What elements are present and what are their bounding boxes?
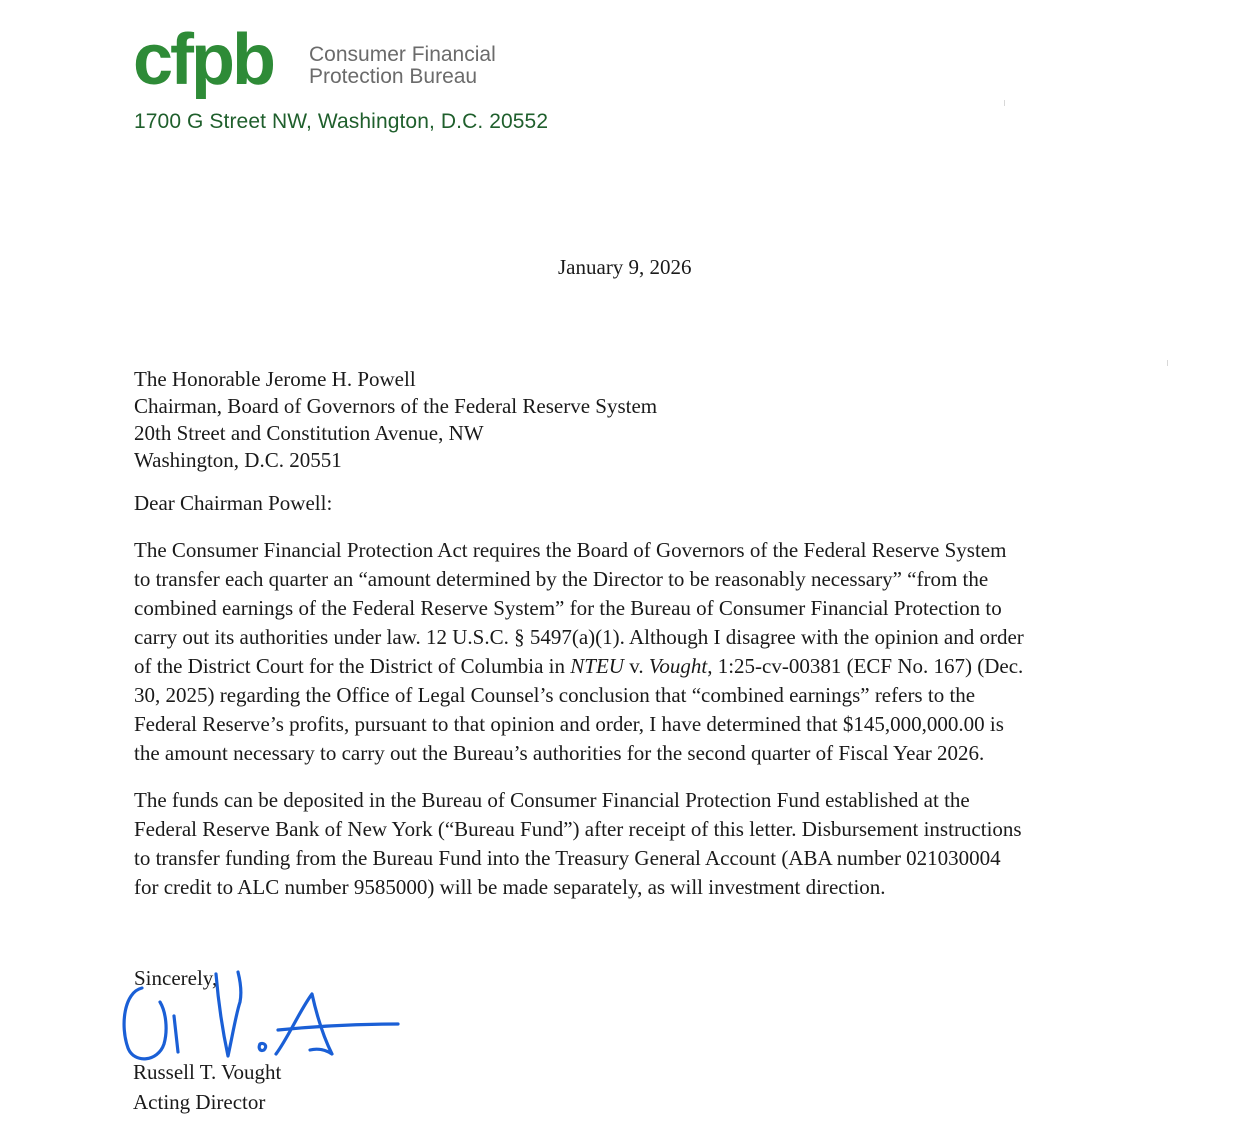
agency-name-line1: Consumer Financial [309,43,496,66]
paragraph-line: The funds can be deposited in the Bureau of Consumer Financial Protection Fund established at the [134,788,970,812]
handwritten-signature [118,968,408,1068]
recipient-title: Chairman, Board of Governors of the Federal Reserve System [134,394,658,418]
paragraph-line: the amount necessary to carry out the Bureau’s authorities for the second quarter of Fiscal Year 2026. [134,741,985,765]
body-paragraph-1 [134,536,1134,768]
paragraph-line: combined earnings of the Federal Reserve System” for the Bureau of Consumer Financial Protection to [134,596,1002,620]
recipient-address-block [134,366,657,474]
text-segment: , 1:25-cv-00381 (ECF No. 167) (Dec. [707,654,1024,678]
paragraph-line: for credit to ALC number 9585000) will be made separately, as will investment direction. [134,875,886,899]
paragraph-line: Federal Reserve’s profits, pursuant to that opinion and order, I have determined that $145,000,000.00 is [134,712,1004,736]
recipient-city: Washington, D.C. 20551 [134,448,342,472]
paragraph-line: 30, 2025) regarding the Office of Legal Counsel’s conclusion that “combined earnings” refers to the [134,683,976,707]
case-name-party-b: Vought [648,654,708,678]
closing: Sincerely, [134,966,218,990]
case-name-party-a: NTEU [570,654,624,678]
scan-artifact [1004,100,1005,106]
paragraph-line: carry out its authorities under law. 12 U.S.C. § 5497(a)(1). Although I disagree with the opinion and order [134,625,1024,649]
paragraph-line-case-citation [134,652,1134,681]
paragraph-line: The Consumer Financial Protection Act requires the Board of Governors of the Federal Reserve System [134,538,1007,562]
text-segment: v. [623,654,649,678]
paragraph-line: to transfer funding from the Bureau Fund into the Treasury General Account (ABA number 021030004 [134,846,1001,870]
cfpb-wordmark: cfpb [133,28,273,100]
text-segment: of the District Court for the District of Columbia in [134,654,571,678]
paragraph-line: Federal Reserve Bank of New York (“Bureau Fund”) after receipt of this letter. Disbursement instructions [134,817,1022,841]
recipient-name: The Honorable Jerome H. Powell [134,367,416,391]
signer-name: Russell T. Vought [133,1060,282,1084]
signer-title: Acting Director [133,1090,266,1114]
cfpb-logo [133,28,513,108]
paragraph-line: to transfer each quarter an “amount determined by the Director to be reasonably necessary” “from the [134,567,989,591]
letter-date: January 9, 2026 [558,255,692,279]
agency-name-line2: Protection Bureau [309,65,478,88]
agency-address: 1700 G Street NW, Washington, D.C. 20552 [134,110,549,133]
salutation: Dear Chairman Powell: [134,491,333,515]
scan-artifact [1167,360,1168,366]
recipient-street: 20th Street and Constitution Avenue, NW [134,421,484,445]
body-paragraph-2 [134,786,1134,902]
